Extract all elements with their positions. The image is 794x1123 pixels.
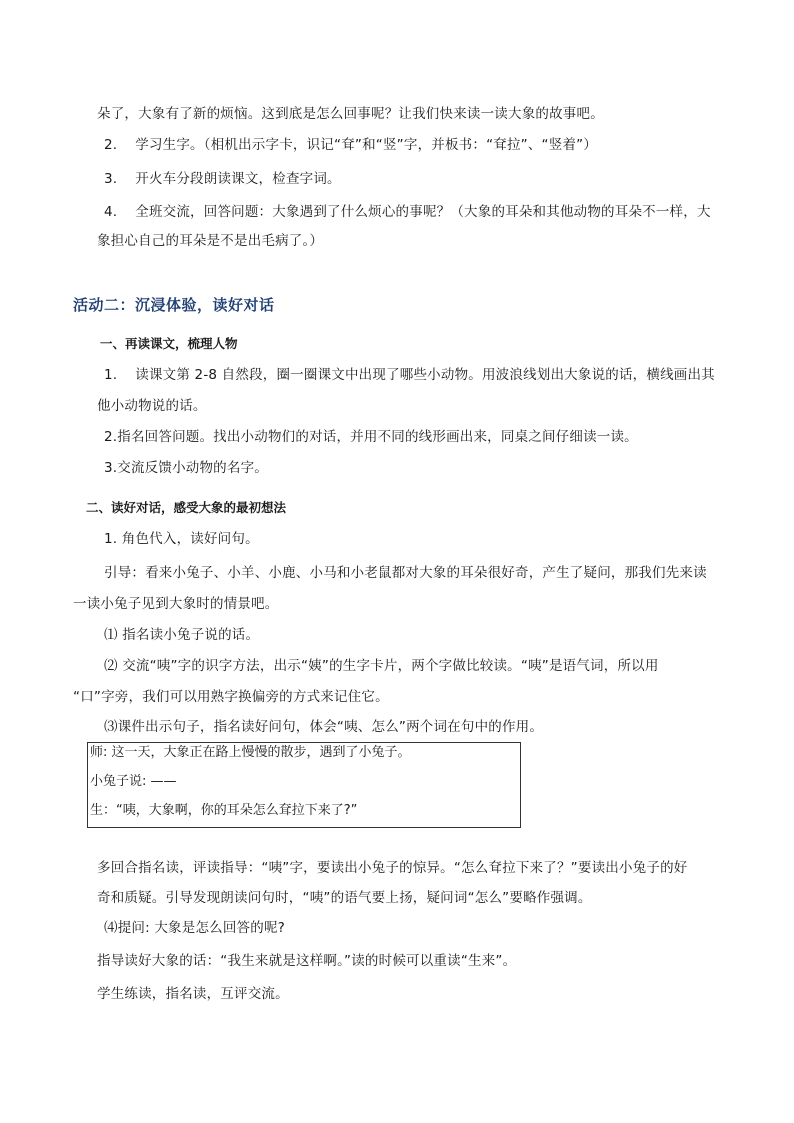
guide-reading-elephant: 指导读好大象的话：“我生来就是这样啊。”读的时候可以重读“生来”。 [97,953,517,969]
dialogue-quote-box [87,742,521,828]
part-2-heading: 二、读好对话，感受大象的最初想法 [86,500,287,515]
multi-round-reading-line2: 奇和质疑。引导发现朗读问句时，“咦”的语气要上扬，疑问词“怎么”要略作强调。 [97,890,592,906]
step-4-discussion-line1: 4. 全班交流，回答问题：大象遇到了什么烦心的事呢？（大象的耳朵和其他动物的耳朵不一样，大 [104,204,711,220]
part-2-sub-4: ⑷提问: 大象是怎么回答的呢? [104,920,286,936]
quote-teacher-line: 师: 这一天，大象正在路上慢慢的散步，遇到了小兔子。 [90,745,411,760]
part-1-item-1-line2: 他小动物说的话。 [97,398,207,414]
part-1-item-1-line1: 1. 读课文第 2-8 自然段，圈一圈课文中出现了哪些小动物。用波浪线划出大象说的话，横线画出其 [104,367,715,383]
part-1-item-2: 2.指名回答问题。找出小动物们的对话，并用不同的线形画出来，同桌之间仔细读一读。 [104,429,638,445]
step-2-learn-characters: 2. 学习生字。（相机出示字卡，识记“耷”和“竖”字，并板书：“耷拉”、“竖着”） [104,137,598,153]
step-4-discussion-line2: 象担心自己的耳朵是不是出毛病了。） [97,233,324,249]
part-2-sub-3: ⑶课件出示句子，指名读好问句，体会“咦、怎么”两个词在句中的作用。 [104,719,544,735]
part-2-item-1: 1. 角色代入，读好问句。 [104,531,259,547]
part-2-sub-2-line2: “口”字旁，我们可以用熟字换偏旁的方式来记住它。 [73,689,389,705]
step-3-read-aloud: 3. 开火车分段朗读课文，检查字词。 [104,171,341,187]
quote-rabbit-line: 小兔子说: —— [90,774,177,789]
part-1-heading: 一、再读课文，梳理人物 [100,336,238,351]
part-2-lead-line2: 一读小兔子见到大象时的情景吧。 [73,596,279,612]
part-2-lead-line1: 引导：看来小兔子、小羊、小鹿、小马和小老鼠都对大象的耳朵很好奇，产生了疑问，那我们先来读 [104,565,707,581]
part-2-sub-2-line1: ⑵ 交流“咦”字的识字方法，出示“姨”的生字卡片，两个字做比较读。“咦”是语气词，所以用 [104,658,659,674]
paragraph-continued: 朵了，大象有了新的烦恼。这到底是怎么回事呢？让我们快来读一读大象的故事吧。 [97,106,604,122]
multi-round-reading-line1: 多回合指名读，评读指导：“咦”字，要读出小兔子的惊异。“怎么耷拉下来了？”要读出小兔子的好 [97,860,688,876]
activity-2-heading: 活动二：沉浸体验，读好对话 [73,296,275,314]
part-2-sub-1: ⑴ 指名读小兔子说的话。 [104,627,260,643]
part-1-item-3: 3.交流反馈小动物的名字。 [104,460,268,476]
student-practice: 学生练读，指名读，互评交流。 [97,986,289,1002]
quote-student-line: 生：“咦，大象啊，你的耳朵怎么耷拉下来了?” [90,803,358,818]
